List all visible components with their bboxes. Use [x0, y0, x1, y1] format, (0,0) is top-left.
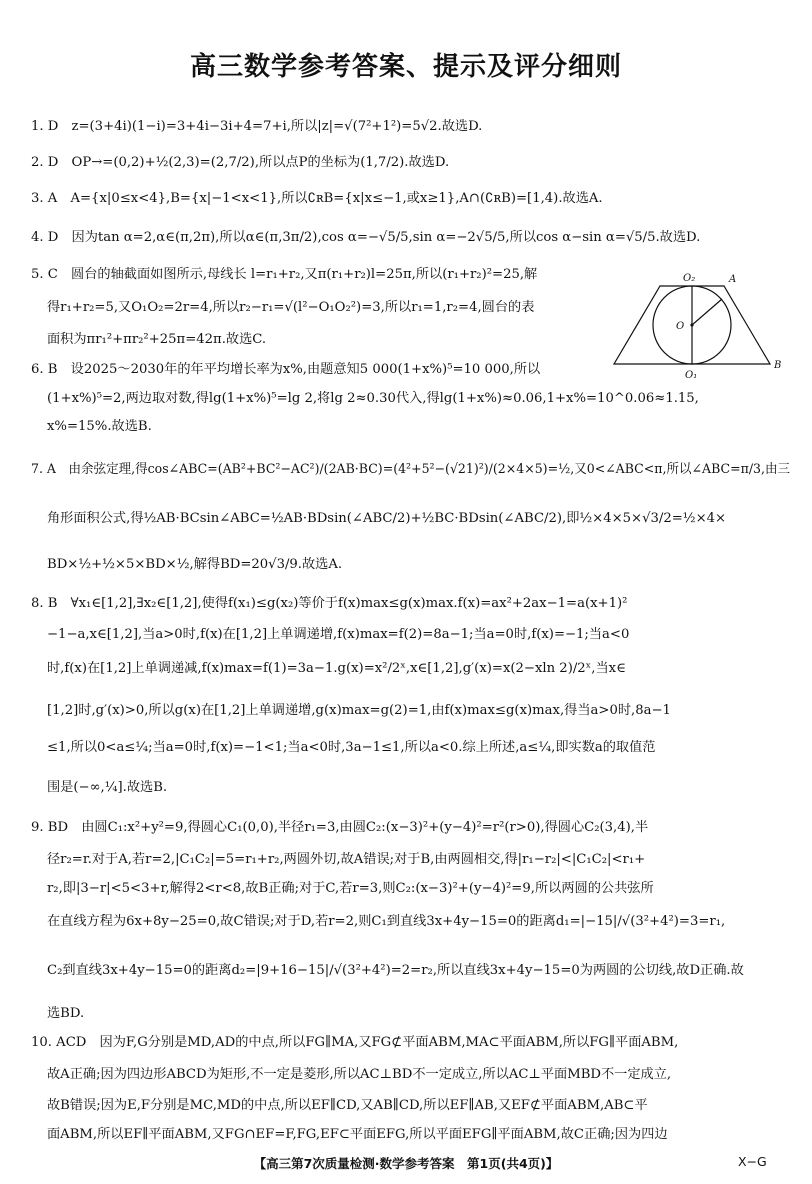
answer-line: 6. B 设2025～2030年的年平均增长率为x%,由题意知5 000(1+x%)⁵=10 000,所以 [31, 362, 541, 377]
answer-line: 2. D OP→=(0,2)+½(2,3)=(2,7/2),所以点P的坐标为(1,7/2).故选D. [31, 155, 450, 170]
label-o: O [676, 321, 685, 332]
answer-line: 在直线方程为6x+8y−25=0,故C错误;对于D,若r=2,则C₁到直线3x+4y−15=0的距离d₁=|−15|/√(3²+4²)=3=r₁, [47, 914, 726, 929]
center-point [690, 323, 693, 326]
page-footer: 【高三第7次质量检测·数学参考答案 第1页(共4页)】 [253, 1156, 559, 1171]
page-title: 高三数学参考答案、提示及评分细则 [189, 52, 622, 82]
answer-line: 时,f(x)在[1,2]上单调递减,f(x)max=f(1)=3a−1.g(x)=x²/2ˣ,x∈[1,2],g′(x)=x(2−xln 2)/2ˣ,当x∈ [47, 661, 626, 676]
answer-line: −1−a,x∈[1,2],当a>0时,f(x)在[1,2]上单调递增,f(x)max=f(2)=8a−1;当a=0时,f(x)=−1;当a<0 [47, 627, 630, 642]
page-code: X−G [738, 1154, 767, 1169]
answer-line: 径r₂=r.对于A,若r=2,|C₁C₂|=5=r₁+r₂,两圆外切,故A错误;对于B,由两圆相交,得|r₁−r₂|<|C₁C₂|<r₁+ [47, 852, 646, 867]
answer-line: 面积为πr₁²+πr₂²+25π=42π.故选C. [47, 332, 267, 347]
answer-line: 故A正确;因为四边形ABCD为矩形,不一定是菱形,所以AC⊥BD不一定成立,所以AC⊥平面MBD不一定成立, [47, 1067, 672, 1082]
label-o1: O₁ [685, 370, 698, 381]
answer-line: 10. ACD 因为F,G分别是MD,AD的中点,所以FG∥MA,又FG⊄平面ABM,MA⊂平面ABM,所以FG∥平面ABM, [31, 1035, 679, 1050]
answer-line: 得r₁+r₂=5,又O₁O₂=2r=4,所以r₂−r₁=√(l²−O₁O₂²)=3,所以r₁=1,r₂=4,圆台的表 [47, 300, 535, 315]
answer-line: r₂,即|3−r|<5<3+r,解得2<r<8,故B正确;对于C,若r=3,则C₂:(x−3)²+(y−4)²=9,所以两圆的公共弦所 [47, 881, 654, 896]
answer-line: (1+x%)⁵=2,两边取对数,得lg(1+x%)⁵=lg 2,将lg 2≈0.30代入,得lg(1+x%)≈0.06,1+x%=10^0.06≈1.15, [47, 391, 699, 406]
label-b: B [774, 360, 782, 371]
answer-line: 围是(−∞,¼].故选B. [47, 780, 168, 795]
answer-line: 角形面积公式,得½AB·BCsin∠ABC=½AB·BDsin(∠ABC/2)+½BC·BDsin(∠ABC/2),即½×4×5×√3/2=½×4× [47, 511, 727, 526]
radius-line [692, 299, 722, 325]
answer-line: ≤1,所以0<a≤¼;当a=0时,f(x)=−1<1;当a<0时,3a−1≤1,所以a<0.综上所述,a≤¼,即实数a的取值范 [47, 740, 656, 755]
answer-line: 面ABM,所以EF∥平面ABM,又FG∩EF=F,FG,EF⊂平面EFG,所以平面EFG∥平面ABM,故C正确;因为四边 [47, 1127, 668, 1142]
answer-line: 故B错误;因为E,F分别是MC,MD的中点,所以EF∥CD,又AB∥CD,所以EF∥AB,又EF⊄平面ABM,AB⊂平 [47, 1098, 648, 1113]
answer-line: 3. A A={x|0≤x<4},B={x|−1<x<1},所以∁ʀB={x|x≤−1,或x≥1},A∩(∁ʀB)=[1,4).故选A. [31, 191, 603, 206]
answer-line: 5. C 圆台的轴截面如图所示,母线长 l=r₁+r₂,又π(r₁+r₂)l=25π,所以(r₁+r₂)²=25,解 [31, 267, 538, 282]
answer-line: 1. D z=(3+4i)(1−i)=3+4i−3i+4=7+i,所以|z|=√(7²+1²)=5√2.故选D. [31, 119, 483, 134]
answer-line: C₂到直线3x+4y−15=0的距离d₂=|9+16−15|/√(3²+4²)=2=r₂,所以直线3x+4y−15=0为两圆的公切线,故D正确.故 [47, 963, 744, 978]
answer-line: 4. D 因为tan α=2,α∈(π,2π),所以α∈(π,3π/2),cos α=−√5/5,sin α=−2√5/5,所以cos α−sin α=√5/5.故选D. [31, 230, 701, 245]
label-a: A [729, 274, 737, 285]
answer-line: x%=15%.故选B. [47, 419, 152, 434]
answer-line: 选BD. [47, 1006, 85, 1021]
answer-line: 9. BD 由圆C₁:x²+y²=9,得圆心C₁(0,0),半径r₁=3,由圆C₂:(x−3)²+(y−4)²=r²(r>0),得圆心C₂(3,4),半 [31, 820, 649, 835]
answer-line: BD×½+½×5×BD×½,解得BD=20√3/9.故选A. [47, 557, 343, 572]
answer-line: 8. B ∀x₁∈[1,2],∃x₂∈[1,2],使得f(x₁)≤g(x₂)等价于f(x)max≤g(x)max.f(x)=ax²+2ax−1=a(x+1)² [31, 596, 628, 611]
answer-line: 7. A 由余弦定理,得cos∠ABC=(AB²+BC²−AC²)/(2AB·BC)=(4²+5²−(√21)²)/(2×4×5)=½,又0<∠ABC<π,所以∠ABC=π/3,由三 [31, 462, 791, 477]
label-o2: O₂ [683, 273, 696, 284]
answer-line: [1,2]时,g′(x)>0,所以g(x)在[1,2]上单调递增,g(x)max=g(2)=1,由f(x)max≤g(x)max,得当a>0时,8a−1 [47, 703, 671, 718]
frustum-diagram [612, 266, 784, 384]
